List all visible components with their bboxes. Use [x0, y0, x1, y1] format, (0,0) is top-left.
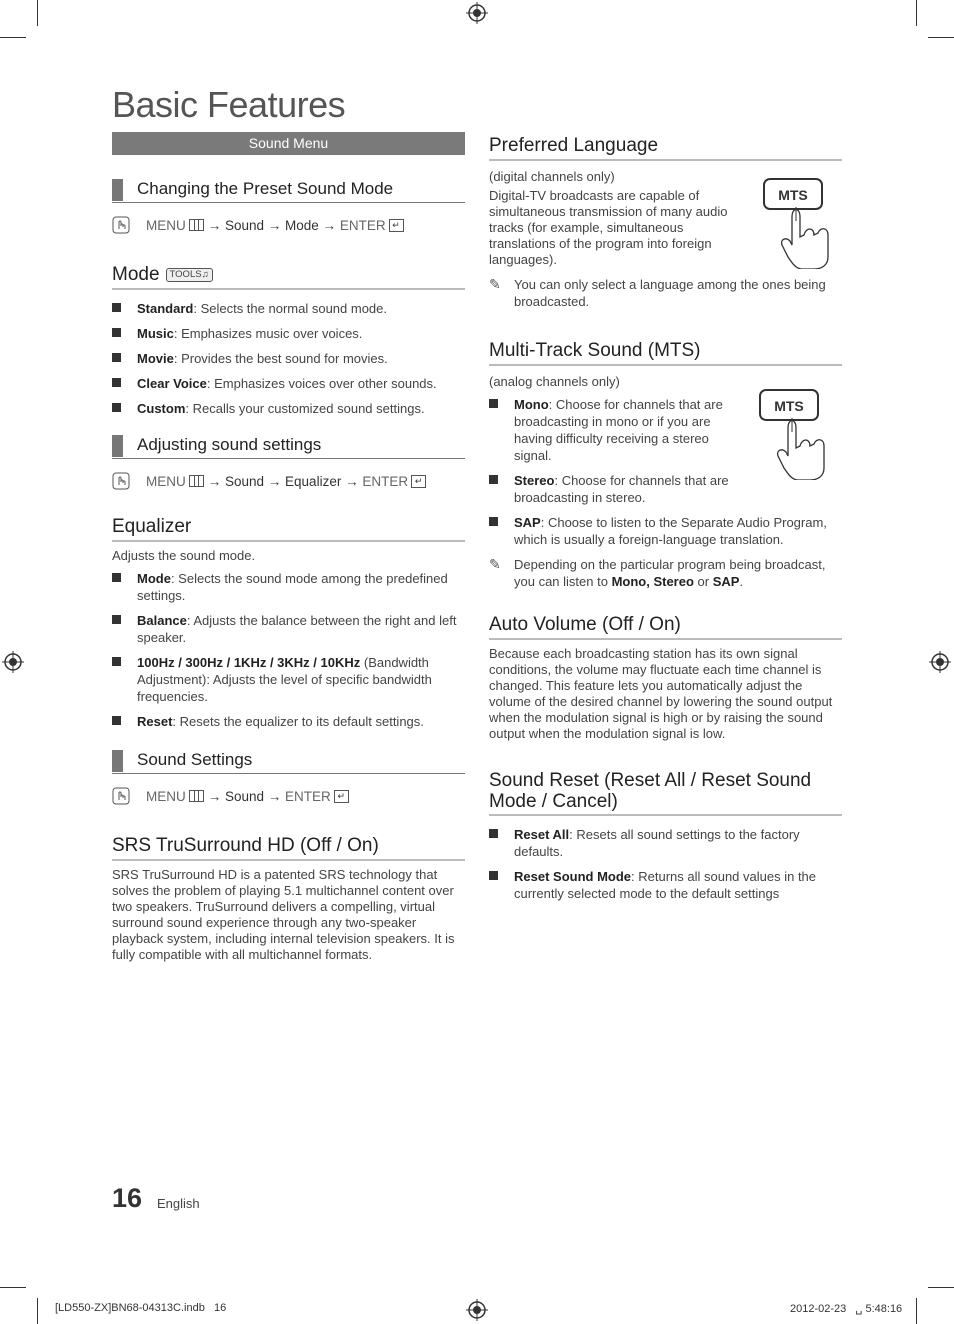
registration-mark-icon — [466, 1299, 488, 1321]
list-item: Reset: Resets the equalizer to its default settings. — [112, 713, 465, 730]
list-item: Movie: Provides the best sound for movies. — [112, 350, 465, 367]
crop-mark — [0, 37, 26, 38]
mts-note: ✎ Depending on the particular program being broadcast, you can listen to Mono, Stereo or SAP. — [489, 556, 826, 589]
section-heading-preferred-language: Preferred Language — [489, 135, 842, 161]
section-heading-sound-reset: Sound Reset (Reset All / Reset Sound Mode / Cancel) — [489, 770, 842, 816]
menu-path-text: → Sound → Equalizer → — [207, 473, 363, 489]
equalizer-intro: Adjusts the sound mode. — [112, 548, 256, 563]
menu-path — [112, 216, 465, 234]
list-item: Music: Emphasizes music over voices. — [112, 325, 465, 342]
remote-hand-icon — [112, 472, 130, 490]
mts-remote-illustration — [762, 177, 842, 267]
bullet-icon — [489, 871, 498, 880]
registration-mark-icon — [929, 651, 951, 673]
section-heading-auto-volume: Auto Volume (Off / On) — [489, 614, 842, 640]
bullet-icon — [112, 353, 121, 362]
bullet-icon — [112, 573, 121, 582]
menu-keyword: MENU — [146, 473, 186, 489]
page-number: 16 — [112, 1183, 143, 1213]
section-heading-equalizer: Equalizer — [112, 516, 465, 542]
pref-scope: (digital channels only) — [489, 169, 615, 184]
remote-hand-icon — [112, 216, 130, 234]
auto-volume-text: Because each broadcasting station has its own signal conditions, the volume may fluctuate each time channel is changed. This feature lets you automatically adjust the volume of the desired channel by lowering the sound output when the modulation signal is high or by raising the sound output when the modulation signal is low. — [489, 646, 833, 741]
mts-button-hand-icon — [758, 388, 838, 480]
sub-heading-adjusting-sound: Adjusting sound settings — [112, 435, 465, 459]
preferred-language-block — [489, 169, 842, 268]
enter-keyword: ENTER — [339, 217, 386, 233]
section-heading-mode — [112, 264, 465, 290]
list-item: SAP: Choose to listen to the Separate Audio Program, which is usually a foreign-language translation. — [489, 514, 834, 548]
list-item: Reset Sound Mode: Returns all sound values in the currently selected mode to the default settings — [489, 868, 842, 902]
page-language: English — [157, 1196, 200, 1211]
note-pencil-icon: ✎ — [489, 556, 501, 572]
sub-heading-preset-sound-mode: Changing the Preset Sound Mode — [112, 179, 465, 203]
crop-mark — [37, 1298, 38, 1324]
menu-grid-icon — [189, 790, 204, 802]
crop-mark — [0, 1287, 26, 1288]
sound-menu-bar: Sound Menu — [112, 132, 465, 155]
crop-mark — [916, 1298, 917, 1324]
menu-grid-icon — [189, 475, 204, 487]
list-item: Standard: Selects the normal sound mode. — [112, 300, 465, 317]
bullet-icon — [489, 829, 498, 838]
menu-keyword: MENU — [146, 217, 186, 233]
sub-heading-sound-settings: Sound Settings — [112, 750, 465, 774]
bullet-icon — [489, 399, 498, 408]
reset-list — [489, 826, 842, 902]
registration-mark-icon — [466, 2, 488, 24]
pref-text: Digital-TV broadcasts are capable of simultaneous transmission of many audio tracks (for example, simultaneous translations of the program into foreign languages). — [489, 188, 728, 267]
menu-grid-icon — [189, 219, 204, 231]
bullet-icon — [112, 615, 121, 624]
bullet-icon — [489, 475, 498, 484]
print-file-info: [LD550-ZX]BN68-04313C.indb 16 — [55, 1302, 227, 1314]
menu-path-text: → Sound → — [207, 788, 286, 804]
bullet-icon — [112, 657, 121, 666]
list-item: Balance: Adjusts the balance between the right and left speaker. — [112, 612, 465, 646]
mts-label: MTS — [774, 398, 804, 414]
remote-hand-icon — [112, 787, 130, 805]
equalizer-list — [112, 570, 465, 730]
section-heading-mts: Multi-Track Sound (MTS) — [489, 340, 842, 366]
crop-mark — [916, 0, 917, 26]
srs-text: SRS TruSurround HD is a patented SRS technology that solves the problem of playing 5.1 multichannel content over two speakers. TruSurround delivers a compelling, virtual surround sound experience through any two-speaker playback system, including internal television speakers. It is fully compatible with all multichannel formats. — [112, 867, 455, 962]
list-item: Clear Voice: Emphasizes voices over other sounds. — [112, 375, 465, 392]
list-item: 100Hz / 300Hz / 1KHz / 3KHz / 10KHz (Bandwidth Adjustment): Adjusts the level of specific bandwidth frequencies. — [112, 654, 465, 705]
registration-mark-icon — [2, 651, 24, 673]
bullet-icon — [112, 716, 121, 725]
enter-keyword: ENTER — [285, 788, 331, 804]
crop-mark — [37, 0, 38, 26]
bullet-icon — [112, 403, 121, 412]
mode-title: Mode — [112, 264, 160, 285]
mts-remote-illustration — [758, 388, 838, 478]
left-column — [112, 132, 465, 963]
menu-path-text: → Sound → Mode → — [207, 217, 340, 233]
enter-icon: ↵ — [411, 475, 426, 488]
bullet-icon — [112, 303, 121, 312]
menu-keyword: MENU — [146, 788, 186, 804]
bullet-icon — [112, 378, 121, 387]
section-heading-srs: SRS TruSurround HD (Off / On) — [112, 835, 465, 861]
mts-block — [489, 374, 842, 548]
crop-mark — [928, 1287, 954, 1288]
list-item: Stereo: Choose for channels that are broadcasting in stereo. — [489, 472, 734, 506]
enter-icon: ↵ — [389, 219, 404, 232]
right-column — [489, 132, 842, 910]
menu-path — [112, 787, 465, 805]
mts-label: MTS — [778, 187, 808, 203]
page-title: Basic Features — [112, 84, 346, 125]
bullet-icon — [489, 517, 498, 526]
mts-scope: (analog channels only) — [489, 374, 620, 389]
pref-note: ✎ You can only select a language among the ones being broadcasted. — [489, 276, 826, 309]
list-item: Mono: Choose for channels that are broadcasting in mono or if you are having difficulty receiving a stereo signal. — [489, 396, 750, 464]
tools-badge: TOOLS♫ — [166, 268, 213, 282]
mode-list — [112, 300, 465, 417]
list-item: Mode: Selects the sound mode among the predefined settings. — [112, 570, 465, 604]
list-item: Reset All: Resets all sound settings to the factory defaults. — [489, 826, 842, 860]
crop-mark — [928, 37, 954, 38]
mts-button-hand-icon — [762, 177, 842, 269]
note-pencil-icon: ✎ — [489, 276, 501, 292]
tools-label: TOOLS — [169, 269, 202, 280]
enter-icon: ↵ — [334, 790, 349, 803]
list-item: Custom: Recalls your customized sound settings. — [112, 400, 465, 417]
menu-path — [112, 472, 465, 490]
print-date-info: 2012-02-23 ␣ 5:48:16 — [790, 1303, 903, 1315]
enter-keyword: ENTER — [362, 473, 409, 489]
bullet-icon — [112, 328, 121, 337]
